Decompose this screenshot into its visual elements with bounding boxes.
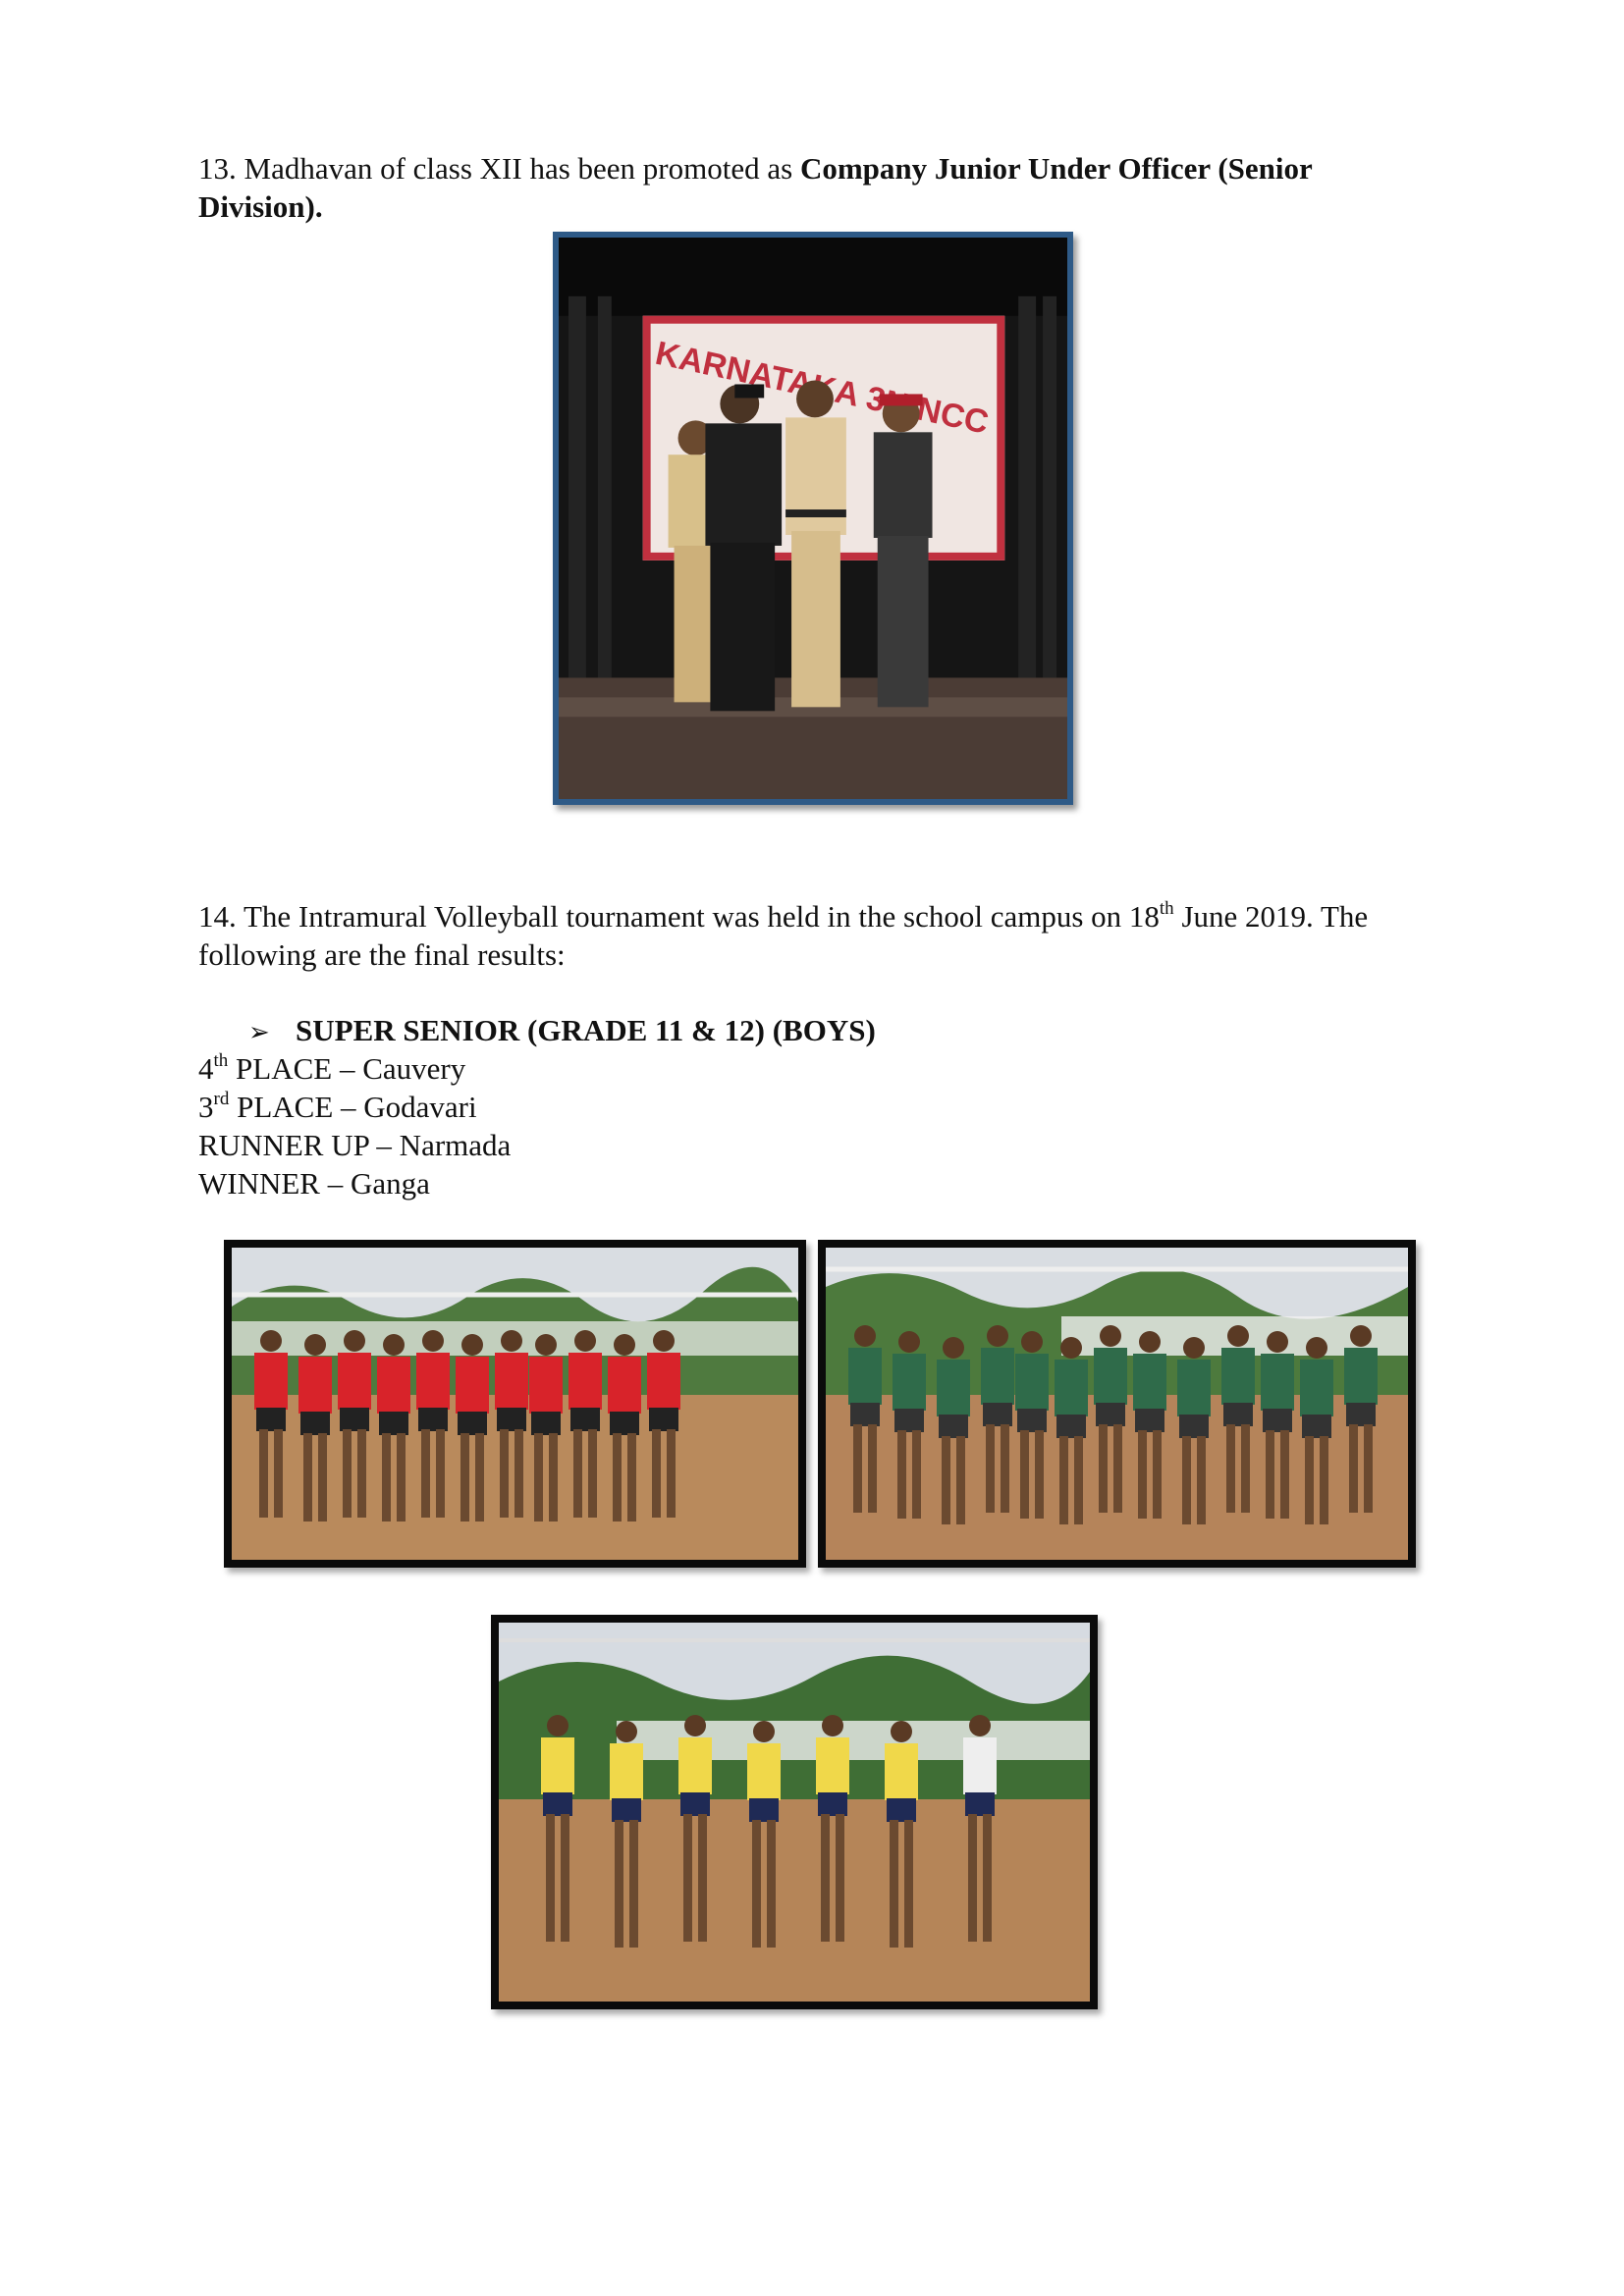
- result-3rd-num: 3: [198, 1090, 214, 1124]
- result-4th-sup: th: [213, 1049, 229, 1071]
- result-3rd-place: [198, 1088, 477, 1126]
- category-heading: [248, 1011, 876, 1051]
- team-photo-green: [818, 1240, 1416, 1568]
- result-runner-up-text: RUNNER UP – Narmada: [198, 1128, 512, 1162]
- ncc-promotion-photo: [553, 232, 1073, 805]
- result-winner: [198, 1164, 430, 1202]
- item-13-prefix: 13. Madhavan of class XII has been promoted as: [198, 151, 800, 186]
- item-14-sup: th: [1159, 897, 1174, 919]
- result-3rd-sup: rd: [213, 1088, 230, 1109]
- result-4th-text: PLACE – Cauvery: [228, 1051, 466, 1086]
- banner-text: KARNATAKA NCC: [652, 334, 993, 442]
- item-14-text-after: June 2019. The following are the final results:: [198, 899, 1369, 972]
- item-13-bold-title: Company Junior Under Officer (Senior Division).: [198, 151, 1313, 224]
- arrow-bullet-icon: ➢: [248, 1018, 270, 1046]
- item-14-text-before: 14. The Intramural Volleyball tournament was held in the school campus on 18: [198, 899, 1160, 934]
- result-runner-up: [198, 1126, 511, 1164]
- category-title: SUPER SENIOR (GRADE 11 & 12) (BOYS): [296, 1013, 876, 1047]
- item-13-text: [198, 149, 1426, 226]
- team-photo-yellow: [491, 1615, 1098, 2009]
- result-winner-text: WINNER – Ganga: [198, 1166, 430, 1201]
- result-3rd-text: PLACE – Godavari: [229, 1090, 477, 1124]
- team-photo-red: [224, 1240, 806, 1568]
- item-14-text: [198, 897, 1426, 974]
- result-4th-num: 4: [198, 1051, 214, 1086]
- result-4th-place: [198, 1049, 465, 1088]
